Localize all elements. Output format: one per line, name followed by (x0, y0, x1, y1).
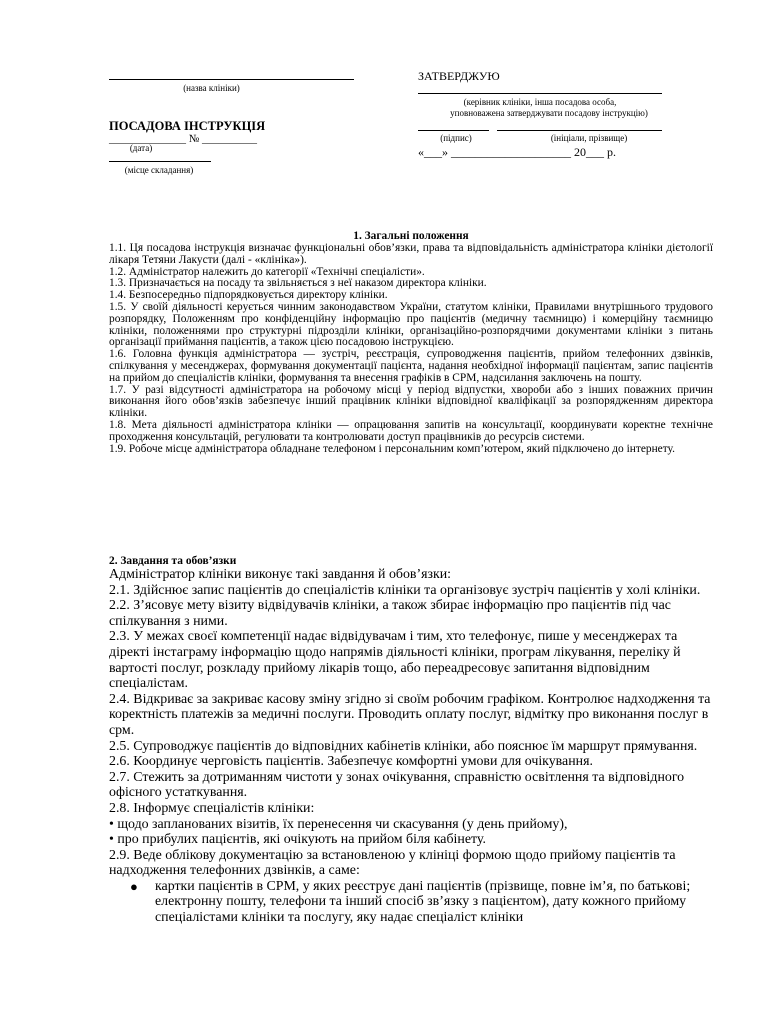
bullet-text: картки пацієнтів в СРМ, у яких реєструє дані пацієнтів (прізвище, повне ім’я, по батькові; електронну пошту, телефони та інший спосіб зв’язку з пацієнтом), дату кожного прийому спеціалістами клініки та послугу, яку надає спеціаліст клініки (155, 878, 691, 926)
initials-caption: (ініціали, прізвище) (550, 133, 628, 143)
bullet-icon: ● (130, 878, 138, 894)
section-2-item: 2.7. Стежить за дотриманням чистоти у зонах очікування, справністю освітлення та відповідного офісного устаткування. (109, 769, 685, 801)
clinic-name-line (109, 79, 354, 80)
place-line (109, 161, 211, 162)
section-2 (109, 567, 715, 926)
section-2-item: • про прибулих пацієнтів, які очікують на прийом біля кабінету. (109, 832, 486, 848)
section-1 (109, 230, 713, 455)
section-1-item: 1.8. Мета діяльності адміністратора клініки — опрацювання запитів на консультації, координувати коректне технічне проходження консультацій, регулювати та контролювати доступ працівників до ресурсів системи. (109, 418, 713, 443)
section-1-item: 1.7. У разі відсутності адміністратора на робочому місці у період відпустки, хвороби або з інших поважних причин виконання його обов’язків забезпечує інший працівник клініки відповідної кваліфікації за розпорядженням директора клініки. (109, 383, 713, 420)
section-1-item: 1.9. Робоче місце адміністратора обладнане телефоном і персональним комп’ютером, який підключено до інтернету. (109, 442, 675, 455)
section-2-bullet-list (109, 879, 715, 926)
section-2-item: 2.2. З’ясовує мету візиту відвідувачів клініки, а також збирає інформацію про пацієнтів під час спілкування з ними. (109, 598, 671, 629)
section-2-item: 2.5. Супроводжує пацієнтів до відповідних кабінетів клініки, або пояснює їм маршрут прямування. (109, 738, 698, 754)
section-2-item: 2.4. Відкриває за закриває касову зміну згідно зі своїм робочим графіком. Контролює надходження та коректність платежів за медичні послуги. Проводить оплату послуг, відмітку про виконання послуг в срм. (109, 691, 711, 738)
approver-caption-2: уповноважена затверджувати посадову інструкцію) (450, 108, 648, 118)
section-1-item: 1.1. Ця посадова інструкція визначає функціональні обов’язки, права та відповідальність адміністратора клініки дієтології лікаря Тетяни Лакусти (далі - «клініка»). (109, 242, 713, 266)
section-1-title: 1. Загальні положення (353, 230, 469, 242)
section-2-item: 2.3. У межах своєї компетенції надає відвідувачам і тим, хто телефонує, пише у месенджерах та діректі інстаграму інформацію щодо напрямів діяльності клініки, програм лікування, переліку й вартості послуг, розкладу прийому лікарів тощо, або переадресовує запитання відповідним спеціалістам. (109, 629, 681, 692)
doc-title: ПОСАДОВА ІНСТРУКЦІЯ (109, 119, 266, 133)
section-2-item: 2.8. Інформує спеціалістів клініки: (109, 800, 315, 816)
section-1-item: 1.3. Призначається на посаду та звільняється з неї наказом директора клініки. (109, 277, 487, 290)
section-2-item: 2.9. Веде облікову документацію за встановленою у клініці формою щодо прийому пацієнтів та надходження телефонних дзвінків, а саме: (109, 847, 676, 879)
list-item (109, 879, 715, 926)
approve-label: ЗАТВЕРДЖУЮ (418, 69, 500, 83)
date-caption: (дата) (129, 143, 153, 153)
section-1-item: 1.5. У своїй діяльності керується чинним законодавством України, статутом клініки, Правилами внутрішнього трудового розпорядку, Положенням про конфіденційну інформацію про пацієнтів (медичну таємницю) і комерційну таємницю клініки, положеннями про структурні підрозділи клініки, організаційно-розпорядчими документами клініки з питань організації приймання пацієнтів, а також цією посадовою інструкцією. (109, 300, 713, 349)
number-line: ______________ № __________ (109, 133, 257, 145)
place-caption: (місце складання) (124, 165, 194, 175)
initials-line (497, 130, 662, 131)
approver-caption-1: (керівник клініки, інша посадова особа, (463, 97, 617, 107)
section-1-item: 1.6. Головна функція адміністратора — зустріч, реєстрація, супроводження пацієнтів, прийом телефонних дзвінків, спілкування у месенджерах, формування документації пацієнта, надання необхідної інформації пацієнтам, запис пацієнтів на прийом до спеціалістів клініки, формування та внесення графіків в СРМ, надсилання заключень на пошту. (109, 348, 713, 384)
section-2-item: 2.6. Координує черговість пацієнтів. Забезпечує комфортні умови для очікування. (109, 754, 593, 770)
signature-caption: (підпис) (440, 133, 472, 143)
section-2-item: 2.1. Здійснює запис пацієнтів до спеціалістів клініки та організовує зустріч пацієнтів у холі клініки. (109, 582, 701, 598)
section-2-intro: Адміністратор клініки виконує такі завдання й обов’язки: (109, 567, 452, 582)
approver-line (418, 93, 662, 94)
section-2-title: 2. Завдання та обов’язки (109, 555, 237, 567)
section-2-item: • щодо запланованих візитів, їх перенесення чи скасування (у день прийому), (109, 816, 568, 832)
section-1-item: 1.4. Безпосередньо підпорядковується директору клініки. (109, 289, 388, 302)
clinic-name-caption: (назва клініки) (183, 83, 240, 93)
signature-line (418, 130, 489, 131)
date-line: «___» ____________________ 20___ р. (418, 145, 616, 159)
section-1-item: 1.2. Адміністратор належить до категорії «Технічні спеціалісти». (109, 265, 425, 278)
